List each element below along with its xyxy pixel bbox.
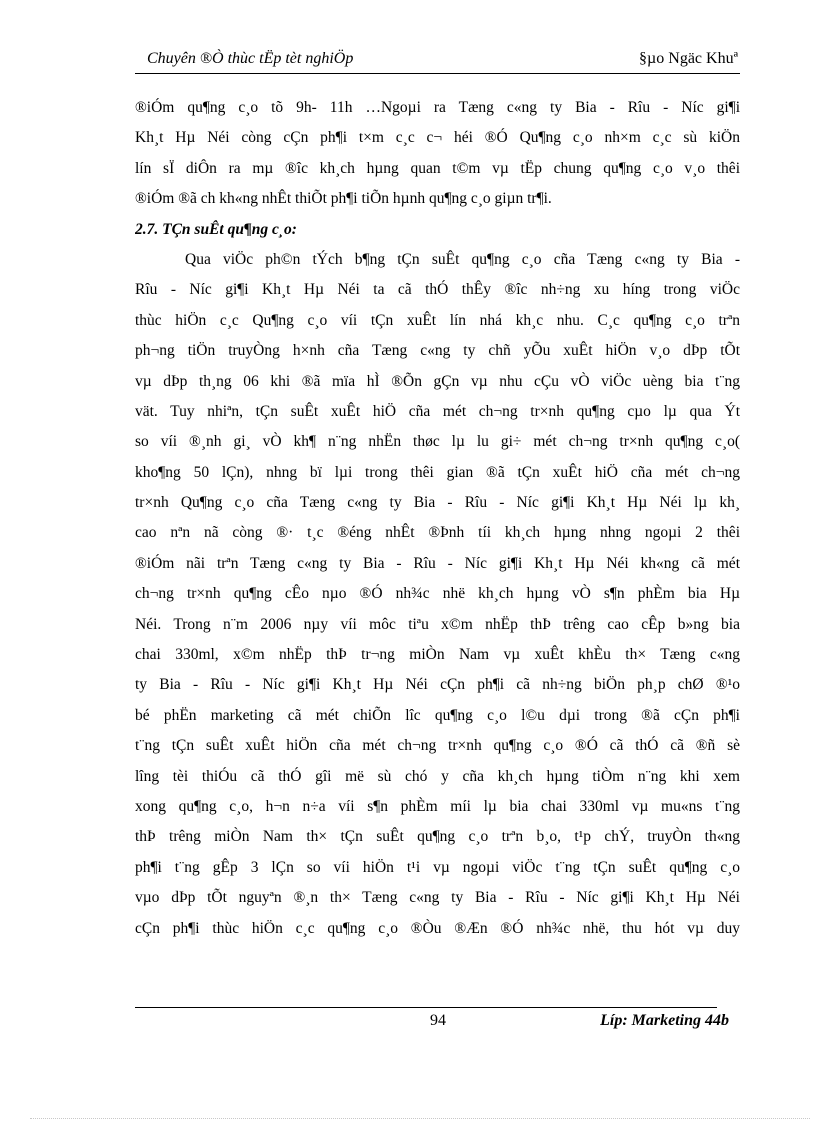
- body-line: Rîu - Níc gi¶i Kh¸t Hµ Néi ta cã thÓ thÊy ®îc nh÷ng xu híng trong viÖc: [135, 281, 740, 299]
- body-line: cÇn ph¶i thùc hiÖn c¸c qu¶ng c¸o ®Òu ®Æn ®Ó nh¾c nhë, thu hót vµ duy: [135, 919, 740, 937]
- body-line: lín sÏ diÔn ra mµ ®îc kh¸ch hµng quan t©m vµ tËp chung qu¶ng c¸o v¸o thêi: [135, 159, 740, 177]
- footer-class-label: Líp: Marketing 44b: [600, 1012, 729, 1029]
- body-line: ch¬ng tr×nh qu¶ng cÊo nµo ®Ó nh¾c nhë kh¸ch hµng vÒ s¶n phÈm bia Hµ: [135, 585, 740, 603]
- body-line: chai 330ml, x©m nhËp thÞ tr¬ng miÒn Nam vµ xuÊt khÈu th× Tæng c«ng: [135, 646, 740, 664]
- body-line: tr×nh Qu¶ng c¸o cña Tæng c«ng ty Bia - Rîu - Níc gi¶i Kh¸t Hµ Néi lµ kh¸: [135, 494, 740, 512]
- body-line: xong qu¶ng c¸o, h¬n n÷a víi s¶n phÈm míi lµ bia chai 330ml vµ mu«ns t¨ng: [135, 797, 740, 815]
- header-author-name: §µo Ngäc Khuª: [639, 50, 738, 67]
- body-line: kho¶ng 50 lÇn), nhng bï lµi trong thêi gian ®ã tÇn xuÊt hiÖ cña mét ch¬ng: [135, 463, 740, 481]
- body-line: ®iÓm nãi trªn Tæng c«ng ty Bia - Rîu - Níc gi¶i Kh¸t Hµ Néi kh«ng cã mét: [135, 554, 740, 572]
- body-line: ®iÓm ®ã ch kh«ng nhÊt thiÕt ph¶i tiÕn hµnh qu¶ng c¸o giµn tr¶i.: [135, 190, 552, 208]
- body-line: Kh¸t Hµ Néi còng cÇn ph¶i t×m c¸c c¬ héi ®Ó Qu¶ng c¸o nh×m c¸c sù kiÖn: [135, 129, 740, 147]
- page-bottom-border: [30, 1118, 810, 1119]
- page-header: [135, 49, 740, 74]
- section-heading: 2.7. TÇn suÊt qu¶ng c¸o:: [135, 220, 297, 238]
- body-line: lîng tèi thiÓu cã thÓ gîi më sù chó y cña kh¸ch hµng tiÒm n¨ng khi xem: [135, 767, 740, 785]
- body-line: vµ dÞp th¸ng 06 khi ®ã mïa hÌ ®Õn gÇn vµ nhu cÇu vÒ viÖc uèng bia t¨ng: [135, 372, 740, 390]
- body-line: thÞ trêng miÒn Nam th× tÇn suÊt qu¶ng c¸o trªn b¸o, t¹p chÝ, truyÒn th«ng: [135, 828, 740, 846]
- body-line: bé phËn marketing cã mét chiÕn lîc qu¶ng c¸o l©u dµi trong ®ã cÇn ph¶i: [135, 706, 740, 724]
- body-line: ph¶i t¨ng gÊp 3 lÇn so víi hiÖn t¹i vµ ngoµi viÖc t¨ng tÇn suÊt qu¶ng c¸o: [135, 858, 740, 876]
- body-line: ty Bia - Rîu - Níc gi¶i Kh¸t Hµ Néi cÇn ph¶i cã nh÷ng biÖn ph¸p chØ ®¹o: [135, 676, 740, 694]
- body-line: so víi ®¸nh gi¸ vÒ kh¶ n¨ng nhËn thøc lµ lu gi÷ mét ch¬ng tr×nh qu¶ng c¸o(: [135, 433, 740, 451]
- body-line: cao nªn nã còng ®· t¸c ®éng nhÊt ®Þnh tíi kh¸ch hµng nhng ngoµi 2 thêi: [135, 524, 740, 542]
- body-text: [135, 93, 740, 944]
- body-line: vµo dÞp tÕt nguyªn ®¸n th× Tæng c«ng ty Bia - Rîu - Níc gi¶i Kh¸t Hµ Néi: [135, 889, 740, 907]
- body-line: thùc hiÖn c¸c Qu¶ng c¸o víi tÇn xuÊt lín nhá kh¸c nhu. C¸c qu¶ng c¸o trªn: [135, 311, 740, 329]
- header-document-title: Chuyên ®Ò thùc tËp tèt nghiÖp: [147, 50, 354, 67]
- body-line: ph¬ng tiÖn truyÒng h×nh cña Tæng c«ng ty chñ yÕu xuÊt hiÖn v¸o dÞp tÕt: [135, 342, 740, 360]
- body-line: ®iÓm qu¶ng c¸o tõ 9h- 11h …Ngoµi ra Tæng c«ng ty Bia - Rîu - Níc gi¶i: [135, 99, 740, 116]
- body-line: vät. Tuy nhiªn, tÇn suÊt xuÊt hiÖ cña mét ch¬ng tr×nh qu¶ng cµo lµ qua Ýt: [135, 402, 740, 420]
- page-number: 94: [430, 1012, 446, 1029]
- footer-divider: [135, 1007, 717, 1008]
- body-line: t¨ng tÇn suÊt xuÊt hiÖn cña mét ch¬ng tr×nh qu¶ng c¸o ®Ó cã thÓ cã ®ñ sè: [135, 737, 740, 755]
- body-line: Qua viÖc ph©n tÝch b¶ng tÇn suÊt qu¶ng c¸o cña Tæng c«ng ty Bia -: [185, 250, 740, 268]
- body-line: Néi. Trong n¨m 2006 nµy víi môc tiªu x©m nhËp thÞ trêng cao cÊp b»ng bia: [135, 615, 740, 633]
